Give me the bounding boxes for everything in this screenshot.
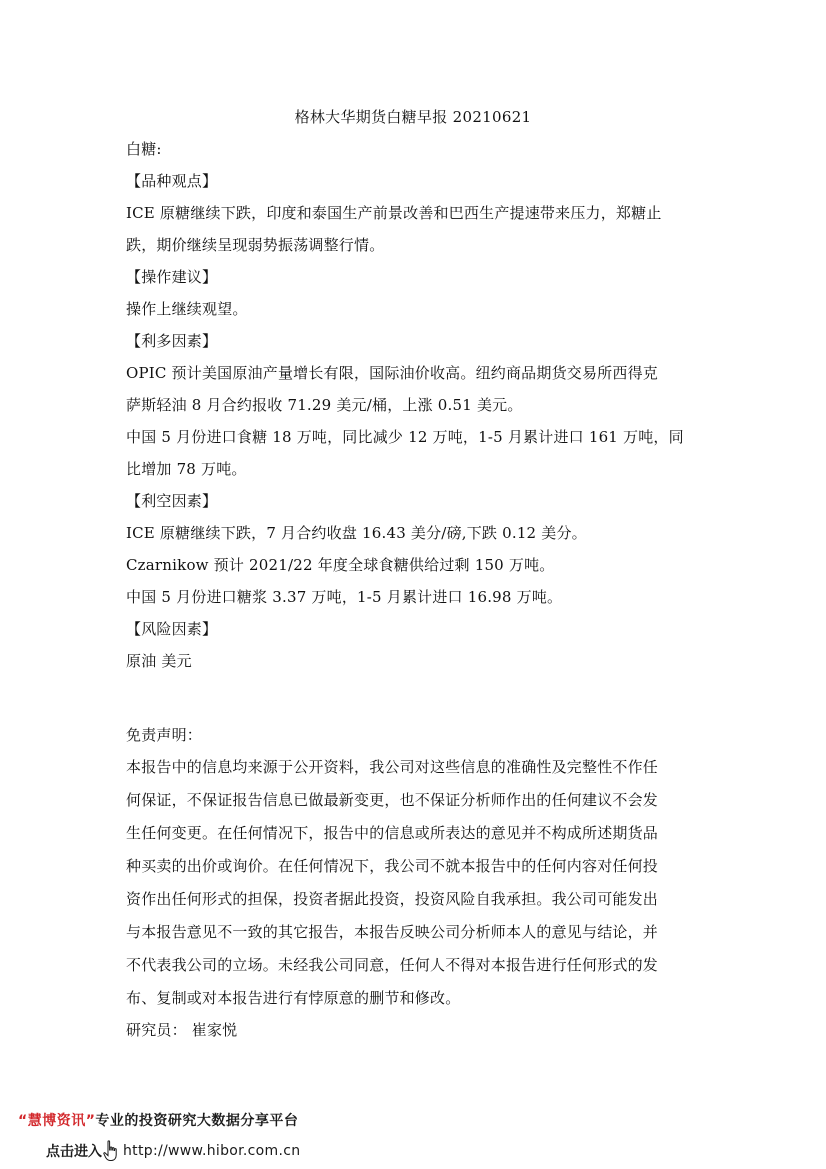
disclaimer-line: 种买卖的出价或询价。在任何情况下，我公司不就本报告中的任何内容对任何投 [126, 857, 659, 875]
footer-tagline: 专业的投资研究大数据分享平台 [95, 1113, 299, 1129]
researcher-line: 研究员： 崔家悦 [126, 1021, 238, 1039]
disclaimer-line: 布、复制或对本报告进行有悖原意的删节和修改。 [126, 989, 461, 1007]
hibor-footer [18, 1110, 418, 1166]
bullish-heading: 【利多因素】 [126, 332, 218, 350]
footer-close-quote: ” [85, 1113, 96, 1129]
bullish-line: 中国 5 月份进口食糖 18 万吨，同比减少 12 万吨，1-5 月累计进口 161 万吨，同 [126, 428, 684, 446]
footer-url-link[interactable]: http://www.hibor.com.cn [123, 1143, 301, 1159]
footer-tagline-row [18, 1110, 298, 1130]
pointer-hand-icon [103, 1140, 121, 1162]
bullish-line: OPIC 预计美国原油产量增长有限，国际油价收高。纽约商品期货交易所西得克 [126, 364, 658, 382]
disclaimer-line: 资作出任何形式的担保，投资者据此投资，投资风险自我承担。我公司可能发出 [126, 890, 659, 908]
report-body [126, 138, 706, 1041]
bearish-line: ICE 原糖继续下跌，7 月合约收盘 16.43 美分/磅,下跌 0.12 美分。 [126, 524, 587, 542]
advice-heading: 【操作建议】 [126, 268, 218, 286]
footer-link-row[interactable] [46, 1140, 300, 1162]
commodity-label: 白糖: [126, 140, 162, 158]
disclaimer-line: 与本报告意见不一致的其它报告，本报告反映公司分析师本人的意见与结论，并 [126, 923, 659, 941]
disclaimer-line: 生任何变更。在任何情况下，报告中的信息或所表达的意见并不构成所述期货品 [126, 824, 659, 842]
bearish-heading: 【利空因素】 [126, 492, 218, 510]
disclaimer-heading: 免责声明： [126, 726, 203, 744]
risk-heading: 【风险因素】 [126, 620, 218, 638]
view-line: 跌，期价继续呈现弱势振荡调整行情。 [126, 236, 385, 254]
footer-brand: 慧博资讯 [27, 1113, 86, 1129]
view-line: ICE 原糖继续下跌，印度和泰国生产前景改善和巴西生产提速带来压力，郑糖止 [126, 204, 662, 222]
disclaimer-line: 本报告中的信息均来源于公开资料，我公司对这些信息的准确性及完整性不作任 [126, 758, 659, 776]
footer-enter-label[interactable]: 点击进入 [46, 1144, 102, 1160]
footer-open-quote: “ [18, 1113, 28, 1129]
risk-line: 原油 美元 [126, 652, 192, 670]
disclaimer-line: 不代表我公司的立场。未经我公司同意，任何人不得对本报告进行任何形式的发 [126, 956, 659, 974]
page-title: 格林大华期货白糖早报 20210621 [294, 108, 532, 126]
bullish-line: 萨斯轻油 8 月合约报收 71.29 美元/桶，上涨 0.51 美元。 [126, 396, 523, 414]
view-heading: 【品种观点】 [126, 172, 218, 190]
advice-line: 操作上继续观望。 [126, 300, 248, 318]
disclaimer-line: 何保证，不保证报告信息已做最新变更，也不保证分析师作出的任何建议不会发 [126, 791, 659, 809]
bearish-line: Czarnikow 预计 2021/22 年度全球食糖供给过剩 150 万吨。 [126, 556, 555, 574]
bearish-line: 中国 5 月份进口糖浆 3.37 万吨，1-5 月累计进口 16.98 万吨。 [126, 588, 563, 606]
bullish-line: 比增加 78 万吨。 [126, 460, 247, 478]
